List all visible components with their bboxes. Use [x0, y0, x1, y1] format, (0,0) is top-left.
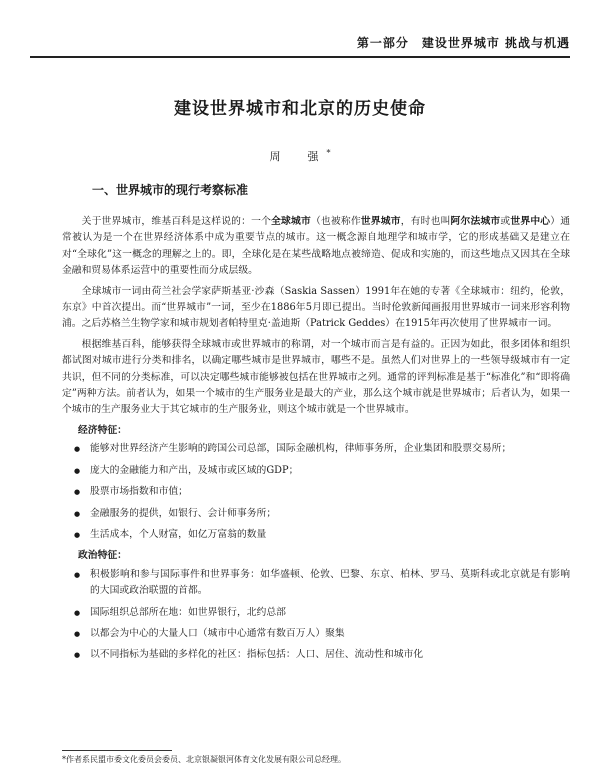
list-item: ● 庞大的金融能力和产出，及城市或区域的GDP；	[62, 463, 570, 479]
list-item: ● 以都会为中心的大量人口（城市中心通常有数百万人）聚集	[62, 626, 570, 642]
list-item: ● 生活成本，个人财富，如亿万富翁的数量	[62, 527, 570, 543]
section-heading: 一、世界城市的现行考察标准	[92, 183, 249, 197]
economic-list	[62, 441, 570, 543]
author-name: 周 强	[269, 150, 327, 163]
paragraph-1	[62, 214, 570, 280]
list-item: ● 股票市场指数和市值；	[62, 484, 570, 500]
political-label: 政治特征：	[78, 550, 127, 562]
text-run: 关于世界城市，维基百科是这样说的：一个	[81, 216, 272, 227]
author-line	[0, 148, 600, 164]
text-run: （也被称作	[310, 216, 361, 227]
running-header-text: 第一部分 建设世界城市 挑战与机遇	[356, 36, 570, 50]
bold-term: 世界城市	[360, 216, 401, 227]
author-footnote-marker: *	[326, 148, 331, 158]
bold-term: 世界中心	[510, 216, 551, 227]
text-run: 或	[500, 216, 511, 227]
political-list	[62, 567, 570, 664]
running-header	[30, 30, 570, 58]
text-run: ）通常被认为是一个在世界经济体系中成为重要节点的城市。这一概念源自地理学和城市学，它的形成基础又是建立在对“全球化”这一概念的理解之上的。即，全球化是在某些战略地点被缔造、促成和实施的，而这些地点又因其在全球金融和贸易体系运营中的重要性而分成层级。	[62, 216, 571, 277]
list-item: ● 积极影响和参与国际事件和世界事务：如华盛顿、伦敦、巴黎、东京、柏林、罗马、莫斯科或北京就是有影响的大国或政治联盟的首都。	[62, 567, 570, 600]
economic-label: 经济特征：	[78, 424, 127, 436]
bold-term: 阿尔法城市	[450, 216, 501, 227]
article-title: 建设世界城市和北京的历史使命	[174, 99, 426, 119]
bold-term: 全球城市	[271, 216, 311, 227]
paragraph-2: 全球城市一词由荷兰社会学家萨斯基亚·沙森（Saskia Sassen）1991年在她的专著《全球城市：纽约，伦敦，东京》中首次提出。而“世界城市”一词，至少在1886年5月即已提出。当时伦敦新闻画报用世界城市一词来形容利物浦。之后苏格兰生物学家和城市规划者帕特里克·盖迪斯（Patrick Geddes）在1915年再次使用了世界城市一词。	[62, 285, 570, 330]
list-item: ● 国际组织总部所在地：如世界银行，北约总部	[62, 605, 570, 621]
list-item: ● 以不同指标为基础的多样化的社区：指标包括：人口、居住、流动性和城市化	[62, 647, 570, 663]
footnote: *作者系民盟市委文化委员会委员、北京银凝银河体育文化发展有限公司总经理。	[62, 755, 346, 764]
list-item: ● 金融服务的提供，如银行、会计师事务所；	[62, 506, 570, 522]
footnote-divider	[62, 750, 172, 751]
text-run: ，有时也叫	[400, 216, 451, 227]
list-item: ● 能够对世界经济产生影响的跨国公司总部，国际金融机构，律师事务所，企业集团和股票交易所；	[62, 441, 570, 457]
paragraph-3: 根据维基百科，能够获得全球城市或世界城市的称谓，对一个城市而言是有益的。正因为如此，很多团体和组织都试图对城市进行分类和排名，以确定哪些城市是世界城市，哪些不是。虽然人们对世界上的一些领导级城市有一定共识，但不同的分类标准，可以决定哪些城市能够被包括在世界城市之列。通常的评判标准是基于“标准化”和“即将确定”两种方法。前者认为，如果一个城市的生产服务业是最大的产业，那么这个城市就是世界城市；后者认为，如果一个城市的生产服务业大于其它城市的生产服务业，则这个城市就是一个世界城市。	[62, 338, 570, 416]
article-body	[62, 214, 570, 669]
